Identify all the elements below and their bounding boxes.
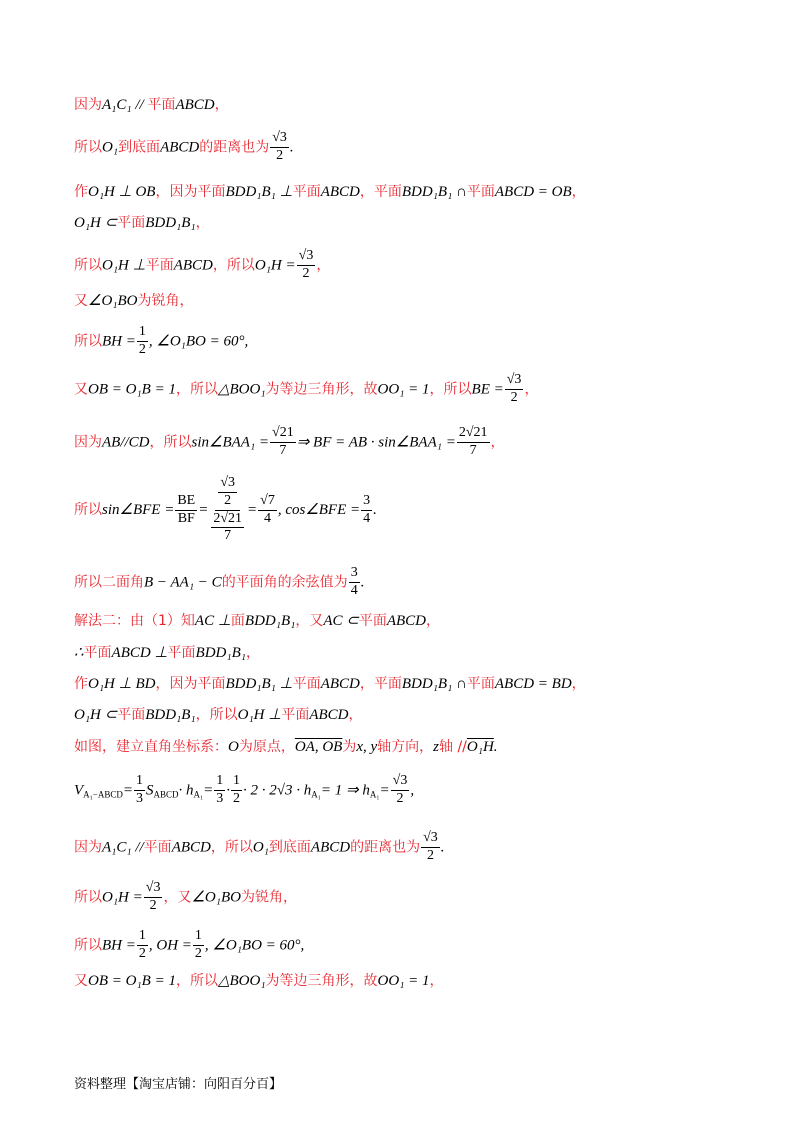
math: A₁C₁ // (102, 839, 144, 856)
text: 平面 (167, 645, 196, 661)
numerator: 3 (361, 493, 372, 511)
compound-fraction (208, 475, 247, 545)
text-line-11 (74, 565, 364, 600)
math: ∴ (74, 645, 84, 661)
text: ，因为平面 (155, 184, 226, 200)
text: 作 (74, 676, 88, 692)
text: 为锐角， (240, 889, 297, 906)
text: 平面 (466, 184, 495, 200)
fraction (134, 773, 145, 808)
denominator: 2 (233, 790, 241, 806)
text: 所以 (74, 139, 102, 156)
math: ABCD (320, 676, 360, 692)
fraction (297, 248, 316, 283)
denominator: 2 (149, 897, 157, 913)
text: 又 (74, 381, 88, 398)
text: 平面 (117, 215, 146, 231)
denominator: 2 (510, 389, 518, 405)
text: 平面 (143, 839, 172, 856)
text-line-4 (74, 216, 210, 231)
math: . (493, 739, 498, 755)
numerator: 1 (193, 928, 204, 946)
math: BDD₁B₁ ⊥ (225, 184, 293, 200)
math: ABCD (309, 707, 349, 723)
math: BDD₁B₁ (145, 707, 196, 723)
fraction (270, 130, 289, 165)
math: O₁H ⊥ (102, 257, 146, 274)
fraction (218, 475, 237, 510)
text-line-7 (74, 324, 248, 359)
compound-denominator (208, 511, 247, 546)
math: ABCD ⊥ (111, 645, 168, 661)
math: , ∠O₁BO = 60°, (148, 333, 249, 350)
math: △BOO₁ (217, 381, 266, 398)
text: ，又 (163, 889, 192, 906)
denominator: 4 (263, 510, 271, 526)
text: ， (571, 676, 586, 692)
denominator: 2 (276, 147, 284, 163)
numerator: √3 (505, 372, 524, 390)
text: ， (524, 381, 539, 398)
fraction (505, 372, 524, 407)
text: ， (426, 613, 440, 629)
denominator: BF (177, 510, 195, 526)
fraction (193, 928, 204, 963)
math: · 2 · 2√3 · h (243, 782, 312, 799)
text: ，所以 (212, 257, 255, 274)
math: BDD₁B₁ ∩ (401, 184, 467, 200)
subscript: A₁−ABCD (83, 789, 123, 800)
math: = (198, 502, 209, 519)
math: z (433, 739, 440, 755)
text: 平面 (83, 645, 112, 661)
text: ，所以 (175, 973, 218, 989)
text: 解法二：由（1）知 (74, 613, 195, 629)
text: 因为 (74, 97, 102, 113)
math: ABCD (310, 839, 351, 856)
math: . (440, 839, 445, 856)
text: 到底面 (118, 139, 161, 156)
math: ABCD (173, 257, 213, 274)
math: = (247, 502, 258, 519)
text: 平面 (358, 613, 387, 629)
text: ，平面 (359, 184, 402, 200)
text-line-21 (74, 974, 444, 989)
math: O₁H ⊥ (237, 707, 282, 723)
numerator: √3 (421, 830, 440, 848)
numerator: 2√21 (211, 511, 244, 529)
text: 的距离也为 (199, 139, 270, 156)
math: △BOO₁ (217, 973, 266, 989)
fraction (457, 425, 490, 460)
text: 所以 (74, 502, 102, 519)
math: . (360, 574, 365, 591)
text: 平面 (466, 676, 495, 692)
math: OB = O₁B = 1 (88, 973, 176, 989)
fraction (137, 324, 148, 359)
math-vector: O₁H (466, 739, 494, 755)
denominator: 7 (224, 528, 232, 544)
text: ， (348, 707, 363, 723)
denominator: 2 (138, 945, 146, 961)
text: 所以 (74, 937, 102, 954)
numerator: √3 (297, 248, 316, 266)
fraction (144, 880, 163, 915)
fraction (270, 425, 296, 460)
text: ， (571, 184, 586, 200)
text: ， (316, 257, 331, 274)
text: ， (195, 215, 210, 231)
fraction (211, 511, 244, 546)
numerator: 1 (137, 928, 148, 946)
text: 所以 (74, 257, 102, 274)
fraction (214, 773, 225, 808)
denominator: 2 (302, 265, 310, 281)
text-line-6 (74, 294, 194, 309)
math: OO₁ = 1 (377, 381, 430, 398)
text: 又 (74, 973, 88, 989)
text: ，所以 (210, 839, 253, 856)
math: sin∠BAA₁ = (191, 434, 270, 451)
fraction (391, 773, 410, 808)
denominator: 3 (136, 790, 144, 806)
text-line-16 (74, 740, 498, 755)
text-line-1 (74, 98, 229, 113)
text: 为等边三角形，故 (265, 381, 378, 398)
math: ABCD (171, 839, 211, 856)
fraction (258, 493, 277, 528)
numerator: √3 (144, 880, 163, 898)
math: O₁H = (102, 889, 143, 906)
text: 平面 (281, 707, 310, 723)
math: BDD₁B₁ ⊥ (225, 676, 293, 692)
text-line-14 (74, 677, 586, 692)
text: 平面 (117, 707, 146, 723)
numerator: 1 (137, 324, 148, 342)
denominator: 2 (138, 341, 146, 357)
math: B − AA₁ − C (144, 574, 222, 591)
math: = (203, 782, 214, 799)
text: ， (214, 97, 229, 113)
math: BH = (102, 937, 136, 954)
math: O₁H ⊥ BD (88, 676, 156, 692)
text: ， (245, 645, 260, 661)
denominator: 2 (194, 945, 202, 961)
text: 为 (342, 739, 357, 755)
footer-credit: 资料整理【淘宝店铺：向阳百分百】 (74, 1077, 283, 1092)
text: ，所以 (429, 381, 472, 398)
text: 平面 (292, 184, 321, 200)
math: O₁H = (254, 257, 296, 274)
text: 所以 (74, 889, 102, 906)
text: 的距离也为 (350, 839, 421, 856)
math: ∠O₁BO (88, 293, 138, 309)
math: , (410, 782, 415, 799)
math: = 1 ⇒ h (320, 782, 370, 799)
math: BDD₁B₁ (145, 215, 196, 231)
fraction (361, 493, 372, 528)
text: 为锐角， (137, 293, 194, 309)
text-line-20 (74, 928, 304, 963)
math: · h (178, 782, 194, 799)
numerator: 1 (214, 773, 225, 791)
math: . (289, 139, 294, 156)
fraction (175, 493, 197, 528)
denominator: 4 (363, 510, 371, 526)
text: ，又 (295, 613, 324, 629)
math: , ∠O₁BO = 60°, (204, 937, 305, 954)
text-line-8 (74, 372, 538, 407)
math: OB = O₁B = 1 (88, 381, 176, 398)
text: 轴方向， (377, 739, 434, 755)
numerator: √3 (391, 773, 410, 791)
math: ABCD (386, 613, 426, 629)
text: ，所以 (195, 707, 238, 723)
text: 所以二面角 (74, 574, 144, 591)
math: S (146, 782, 154, 799)
numerator: √3 (218, 475, 237, 493)
denominator: 4 (350, 582, 358, 598)
math: O (228, 739, 239, 755)
math: · (226, 782, 231, 799)
math: O₁ (102, 139, 119, 156)
numerator: 2√21 (457, 425, 490, 443)
text: 因为 (74, 434, 102, 451)
subscript: ABCD (153, 789, 179, 800)
denominator: 2 (426, 847, 434, 863)
fraction (421, 830, 440, 865)
math: BDD₁B₁ (244, 613, 296, 629)
denominator: 2 (224, 492, 232, 508)
numerator: BE (175, 493, 197, 511)
subscript: A₁ (369, 789, 380, 800)
numerator: 3 (349, 565, 360, 583)
text-line-17 (74, 773, 414, 808)
fraction (349, 565, 360, 600)
math-vectors: OA, OB (294, 739, 343, 755)
math: . (373, 502, 377, 519)
text: 轴 // (439, 739, 467, 755)
math: BE = (471, 381, 504, 398)
math: sin∠BFE = (102, 502, 175, 519)
text-line-10 (74, 475, 377, 545)
text: ，平面 (359, 676, 402, 692)
math: O₁H ⊂ (74, 215, 118, 231)
text-line-12 (74, 614, 440, 629)
math: V (74, 782, 84, 799)
numerator: √3 (270, 130, 289, 148)
subscript: A₁ (311, 789, 321, 800)
math: AB//CD (102, 434, 150, 451)
text: 因为 (74, 839, 102, 856)
math: O₁ (252, 839, 269, 856)
math: ABCD (175, 97, 215, 113)
math: BH = (102, 333, 136, 350)
text-line-9 (74, 425, 505, 460)
math: ABCD (160, 139, 200, 156)
text-line-2 (74, 130, 294, 165)
math: A₁C₁ // (102, 97, 148, 113)
math: ABCD = BD (494, 676, 572, 692)
math: AC ⊂ (323, 613, 359, 629)
math: BDD₁B₁ ∩ (401, 676, 467, 692)
numerator: 1 (134, 773, 145, 791)
math: ABCD (320, 184, 360, 200)
math: ⇒ BF = AB · sin∠BAA₁ = (296, 434, 456, 451)
text-line-15 (74, 708, 363, 723)
math: , cos∠BFE = (277, 502, 361, 519)
text: 的平面角的余弦值为 (221, 574, 348, 591)
math: , OH = (148, 937, 192, 954)
math: = (122, 782, 134, 799)
text-line-19 (74, 880, 297, 915)
math: x, y (356, 739, 378, 755)
compound-numerator (215, 475, 240, 511)
denominator: 7 (469, 442, 477, 458)
fraction (137, 928, 148, 963)
text: 所以 (74, 333, 102, 350)
text: ，所以 (175, 381, 218, 398)
text: ， (429, 973, 444, 989)
numerator: √7 (258, 493, 277, 511)
math: ∠O₁BO (191, 889, 241, 906)
text: 平面 (145, 257, 174, 274)
denominator: 7 (279, 442, 287, 458)
text: 如图，建立直角坐标系： (74, 739, 228, 755)
math: O₁H ⊂ (74, 707, 118, 723)
text: 到底面 (268, 839, 311, 856)
text: ，因为平面 (155, 676, 226, 692)
text: 为原点， (238, 739, 295, 755)
text-line-13 (74, 646, 260, 661)
text-line-18 (74, 830, 445, 865)
text: 为等边三角形，故 (265, 973, 378, 989)
math: OO₁ = 1 (377, 973, 430, 989)
text: 作 (74, 184, 88, 200)
text: 平面 (292, 676, 321, 692)
math: ABCD = OB (494, 184, 572, 200)
math: O₁H ⊥ OB (88, 184, 156, 200)
subscript: A₁ (193, 789, 204, 800)
denominator: 2 (396, 790, 404, 806)
numerator: √21 (270, 425, 296, 443)
text: ， (490, 434, 505, 451)
numerator: 1 (231, 773, 242, 791)
math: = (379, 782, 390, 799)
fraction (231, 773, 242, 808)
denominator: 3 (216, 790, 224, 806)
text-line-5 (74, 248, 330, 283)
text: 平面 (147, 97, 176, 113)
text-line-3 (74, 185, 586, 200)
math: AC ⊥ (194, 613, 231, 629)
text: 又 (74, 293, 88, 309)
text: 面 (230, 613, 245, 629)
text: ，所以 (149, 434, 192, 451)
math: BDD₁B₁ (195, 645, 246, 661)
